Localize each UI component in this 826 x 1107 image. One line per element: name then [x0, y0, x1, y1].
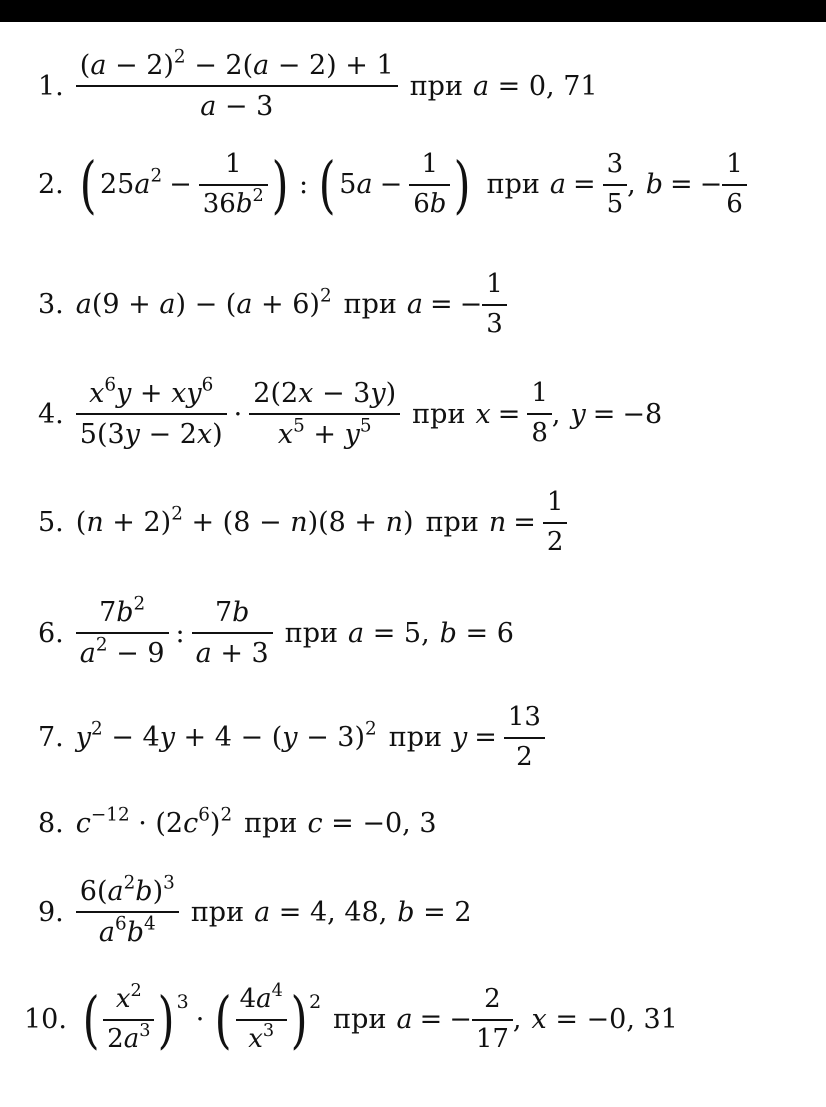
- problem-4: 4. $\frac{x^6y + xy^6}{5(3y - 2x)}$ · $\frac{2(2x - 3y)}{x^5 + y^5}$ при x = $\frac{1}{8}$ , y = −8: [38, 374, 663, 451]
- problem-number: 7.: [38, 722, 64, 754]
- problem-number: 2.: [38, 169, 64, 201]
- condition-word: при: [409, 70, 463, 102]
- top-bar: [0, 0, 826, 22]
- problem-1: 1. $\frac{(a - 2)^2 - 2(a - 2) + 1}{a - 3}$ при a = 0, 71: [38, 46, 598, 123]
- problem-number: 3.: [38, 289, 64, 321]
- problem-number: 5.: [38, 507, 64, 539]
- problem-10: 10. ( $\frac{x^2}{2a^3}$ ) 3 · ( $\frac{4a^4}{x^3}$ ) 2 при a = − $\frac{2}{17}$ , x = −0, 31: [24, 981, 678, 1056]
- condition-word: при: [412, 398, 466, 430]
- problem-6: 6. $\frac{7b^2}{a^2 - 9}$ : $\frac{7b}{a + 3}$ при a = 5, b = 6: [38, 593, 514, 670]
- condition-word: при: [486, 169, 540, 201]
- problem-number: 8.: [38, 808, 64, 839]
- problem-number: 1.: [38, 70, 64, 102]
- problem-3: 3. $a(9 + a) - (a + 6)^2$ при a = − $\frac{1}{3}$: [38, 270, 507, 340]
- problem-number: 10.: [24, 1004, 67, 1036]
- condition-word: при: [284, 617, 338, 649]
- fraction: $\frac{(a - 2)^2 - 2(a - 2) + 1}{a - 3}$: [76, 50, 398, 122]
- condition-word: при: [425, 507, 479, 539]
- problem-8: 8. $c^{-12} \cdot (2c^6)^2$ при c = −0, 3: [38, 804, 437, 839]
- problem-number: 6.: [38, 617, 64, 649]
- problem-9: 9. $\frac{6(a^2b)^3}{a^6b^4}$ при a = 4, 48, b = 2: [38, 872, 472, 949]
- problem-7: 7. $y^2 - 4y + 4 - (y - 3)^2$ при y = $\frac{13}{2}$: [38, 703, 545, 773]
- problem-number: 4.: [38, 398, 64, 430]
- condition-word: при: [388, 722, 442, 754]
- condition-word: при: [190, 896, 245, 928]
- condition-word: при: [333, 1004, 387, 1036]
- problem-number: 9.: [38, 896, 64, 928]
- condition-word: при: [343, 289, 397, 321]
- condition-word: при: [244, 808, 298, 839]
- problem-2: 2. ( $25a^2$ − $\frac{1}{36b^2}$ ) : ( 5a − $\frac{1}{6b}$ ) при a = $\frac{3}{5}$ , b = − $\frac{1}{6}$: [38, 150, 747, 220]
- problem-5: 5. $(n + 2)^2 + (8 - n)(8 + n)$ при n = $\frac{1}{2}$: [38, 488, 567, 558]
